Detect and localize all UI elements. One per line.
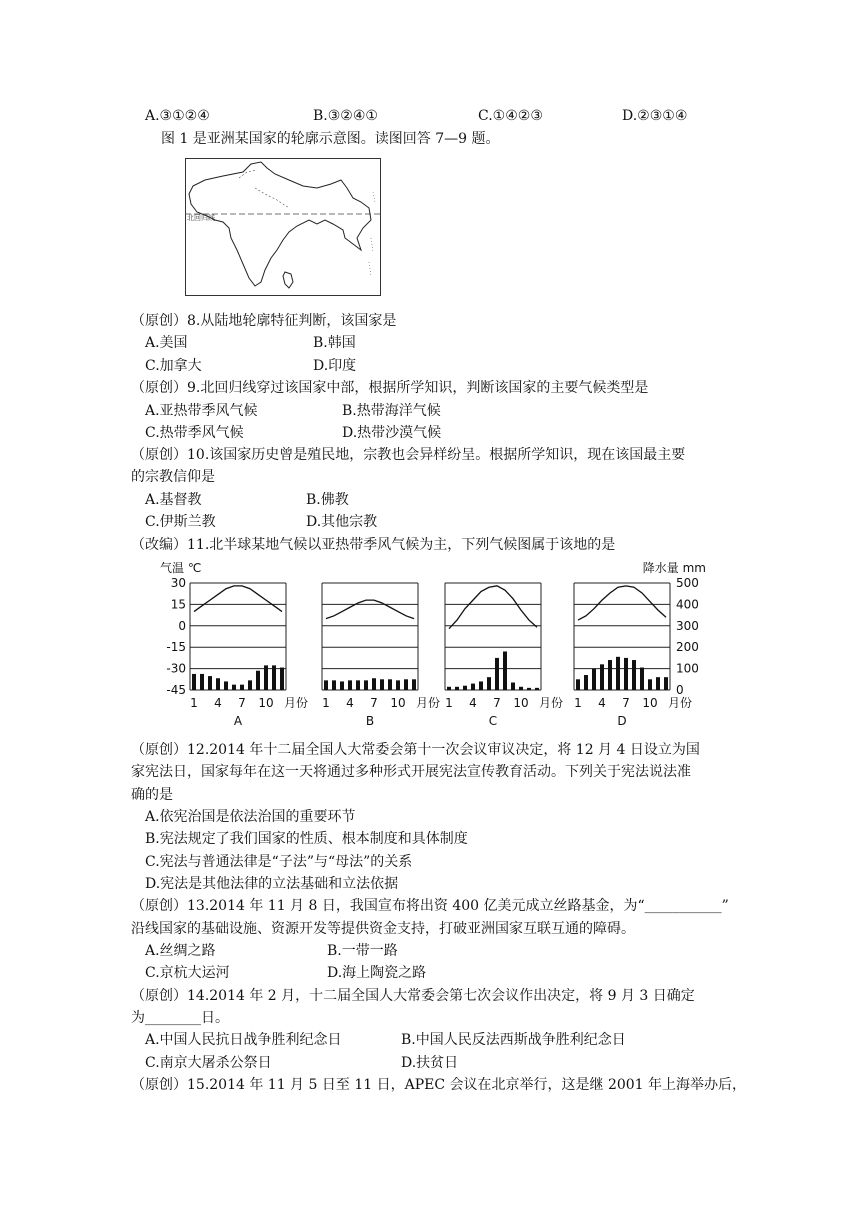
month-tick-label: 7 xyxy=(622,696,630,710)
month-tick-label: 月份 xyxy=(416,696,441,710)
precip-bar xyxy=(356,680,360,690)
q10-option-b: B.佛教 xyxy=(306,492,349,508)
month-tick-label: 1 xyxy=(322,696,330,710)
precip-tick-label: 100 xyxy=(676,661,699,676)
precip-bar xyxy=(200,674,204,690)
month-tick-label: 月份 xyxy=(539,696,564,710)
month-tick-label: 4 xyxy=(214,696,222,710)
precip-bar xyxy=(396,680,400,690)
month-tick-label: 月份 xyxy=(284,696,309,710)
precip-bar xyxy=(388,679,392,690)
month-tick-label: 1 xyxy=(445,696,453,710)
temp-tick-label: 30 xyxy=(170,576,186,590)
q10-stem-line1: （原创）10.该国家历史曾是殖民地，宗教也会异样纷呈。根据所学知识，现在该国最主要 xyxy=(131,447,686,463)
q9-stem: （原创）9.北回归线穿过该国家中部，根据所学知识，判断该国家的主要气候类型是 xyxy=(131,380,649,396)
q10-option-d: D.其他宗教 xyxy=(306,514,378,530)
precip-bar xyxy=(519,687,523,690)
month-tick-label: 10 xyxy=(390,696,406,710)
q12-option-d: D.宪法是其他法律的立法基础和立法依据 xyxy=(145,876,399,892)
q14-stem-line2: 为________日。 xyxy=(131,1010,229,1026)
q8-option-a: A.美国 xyxy=(145,335,188,351)
precip-bar xyxy=(640,668,644,690)
precip-tick-label: 400 xyxy=(676,597,699,612)
precip-bar xyxy=(495,658,499,690)
month-tick-label: 7 xyxy=(370,696,378,710)
q8-option-c: C.加拿大 xyxy=(145,358,202,374)
temp-tick-label: 0 xyxy=(178,618,186,633)
q14-stem-line1: （原创）14.2014 年 2 月，十二届全国人大常委会第七次会议作出决定，将 9 月 3 日确定 xyxy=(131,988,695,1004)
month-tick-label: 1 xyxy=(190,696,198,710)
q15-stem-line1: （原创）15.2014 年 11 月 5 日至 11 日，APEC 会议在北京举行，这是继 2001 年上海举办后， xyxy=(131,1077,747,1093)
climate-chart-b xyxy=(322,583,440,728)
month-tick-label: 10 xyxy=(642,696,658,710)
q7-option-a: A.③①②④ xyxy=(145,108,210,124)
precip-bar xyxy=(280,668,284,690)
precip-bar xyxy=(616,657,620,690)
precip-bar xyxy=(380,679,384,690)
precip-tick-label: 500 xyxy=(676,576,699,590)
precip-bar xyxy=(471,684,475,690)
month-tick-label: 4 xyxy=(598,696,606,710)
precip-bar xyxy=(232,685,236,690)
q8-stem: （原创）8.从陆地轮廓特征判断，该国家是 xyxy=(131,313,397,329)
precip-bar xyxy=(248,680,252,690)
precip-bar xyxy=(600,664,604,690)
map-intro: 图 1 是亚洲某国家的轮廓示意图。读图回答 7—9 题。 xyxy=(161,131,500,147)
precip-bar xyxy=(535,688,539,690)
chart-label: A xyxy=(233,714,243,728)
precip-bar xyxy=(224,681,228,690)
q8-option-d: D.印度 xyxy=(313,358,357,374)
q14-option-b: B.中国人民反法西斯战争胜利纪念日 xyxy=(401,1032,626,1048)
precip-bar xyxy=(404,679,408,690)
precip-axis-label: 降水量 mm xyxy=(642,561,706,575)
precip-bar xyxy=(256,671,260,690)
precip-bar xyxy=(332,680,336,690)
precip-tick-label: 200 xyxy=(676,640,699,655)
q12-stem-line2: 家宪法日，国家每年在这一天将通过多种形式开展宪法宣传教育活动。下列关于宪法说法准 xyxy=(131,764,691,780)
temperature-line xyxy=(449,586,537,629)
tropic-label: 北回归线 xyxy=(187,214,215,222)
temp-tick-label: -30 xyxy=(166,661,186,676)
month-tick-label: 7 xyxy=(238,696,246,710)
q13-option-c: C.京杭大运河 xyxy=(145,965,230,981)
q12-stem-line1: （原创）12.2014 年十二届全国人大常委会第十一次会议审议决定，将 12 月 4 日设立为国 xyxy=(131,742,700,758)
precip-bar xyxy=(648,679,652,690)
precip-bar xyxy=(192,674,196,690)
temperature-line xyxy=(578,586,666,620)
q9-option-c: C.热带季风气候 xyxy=(145,425,244,441)
precip-bar xyxy=(656,677,660,690)
precip-bar xyxy=(592,669,596,690)
month-tick-label: 1 xyxy=(574,696,582,710)
q7-option-b: B.③②④① xyxy=(313,108,378,124)
precip-bar xyxy=(463,686,467,690)
q9-option-d: D.热带沙漠气候 xyxy=(342,425,442,441)
q12-stem-line3: 确的是 xyxy=(131,787,173,803)
q9-option-a: A.亚热带季风气候 xyxy=(145,403,258,419)
chart-label: D xyxy=(617,714,627,728)
precip-tick-label: 300 xyxy=(676,618,699,633)
q8-option-b: B.韩国 xyxy=(313,335,356,351)
q13-option-b: B.一带一路 xyxy=(327,943,398,959)
precip-bar xyxy=(608,660,612,690)
q10-stem-line2: 的宗教信仰是 xyxy=(131,469,215,485)
month-tick-label: 4 xyxy=(469,696,477,710)
precip-bar xyxy=(487,677,491,690)
precip-bar xyxy=(340,681,344,690)
climate-chart-a xyxy=(190,583,308,728)
precip-bar xyxy=(455,687,459,690)
precip-bar xyxy=(527,688,531,690)
precip-bar xyxy=(216,678,220,690)
precip-bar xyxy=(272,665,276,690)
q12-option-a: A.依宪治国是依法治国的重要环节 xyxy=(145,809,356,825)
q14-option-c: C.南京大屠杀公祭日 xyxy=(145,1055,272,1071)
q13-option-d: D.海上陶瓷之路 xyxy=(327,965,427,981)
q12-option-b: B.宪法规定了我们国家的性质、根本制度和具体制度 xyxy=(145,831,468,847)
q9-option-b: B.热带海洋气候 xyxy=(342,403,441,419)
precip-bar xyxy=(364,680,368,690)
temperature-line xyxy=(194,586,282,612)
q11-stem: （改编）11.北半球某地气候以亚热带季风气候为主，下列气候图属于该地的是 xyxy=(131,537,616,553)
month-tick-label: 10 xyxy=(513,696,529,710)
precip-tick-label: 0 xyxy=(676,683,684,697)
precip-bar xyxy=(576,679,580,690)
temp-tick-label: -15 xyxy=(166,640,186,655)
temp-tick-label: 15 xyxy=(170,597,186,612)
month-tick-label: 10 xyxy=(258,696,274,710)
q12-option-c: C.宪法与普通法律是“子法”与“母法”的关系 xyxy=(145,854,413,870)
precip-bar xyxy=(372,678,376,690)
temp-tick-label: -45 xyxy=(166,683,186,697)
month-tick-label: 7 xyxy=(493,696,501,710)
precip-bar xyxy=(511,683,515,690)
precip-bar xyxy=(324,680,328,690)
precip-bar xyxy=(412,679,416,690)
chart-label: C xyxy=(488,714,498,728)
q10-option-c: C.伊斯兰教 xyxy=(145,514,216,530)
q10-option-a: A.基督教 xyxy=(145,492,202,508)
climate-chart-c xyxy=(445,583,563,728)
q13-stem-line1: （原创）13.2014 年 11 月 8 日，我国宣布将出资 400 亿美元成立丝路基金，为“___________” xyxy=(131,898,729,914)
q7-option-d: D.②③①④ xyxy=(622,108,688,124)
climate-charts xyxy=(140,558,720,730)
month-tick-label: 4 xyxy=(346,696,354,710)
precip-bar xyxy=(632,660,636,690)
temp-axis-label: 气温 ℃ xyxy=(160,561,202,575)
month-tick-label: 月份 xyxy=(668,696,693,710)
precip-bar xyxy=(479,681,483,690)
temperature-line xyxy=(326,600,414,619)
india-outline-map xyxy=(185,158,381,296)
precip-bar xyxy=(503,651,507,690)
q14-option-d: D.扶贫日 xyxy=(401,1055,459,1071)
precip-bar xyxy=(624,658,628,690)
q14-option-a: A.中国人民抗日战争胜利纪念日 xyxy=(145,1032,342,1048)
chart-label: B xyxy=(365,714,375,728)
climate-chart-d xyxy=(574,583,692,728)
precip-bar xyxy=(664,677,668,690)
precip-bar xyxy=(348,680,352,690)
precip-bar xyxy=(240,685,244,690)
q13-option-a: A.丝绸之路 xyxy=(145,943,216,959)
q13-stem-line2: 沿线国家的基础设施、资源开发等提供资金支持，打破亚洲国家互联互通的障碍。 xyxy=(131,921,635,937)
q7-option-c: C.①④②③ xyxy=(478,108,543,124)
precip-bar xyxy=(208,676,212,690)
precip-bar xyxy=(447,687,451,690)
precip-bar xyxy=(584,675,588,690)
precip-bar xyxy=(264,665,268,690)
